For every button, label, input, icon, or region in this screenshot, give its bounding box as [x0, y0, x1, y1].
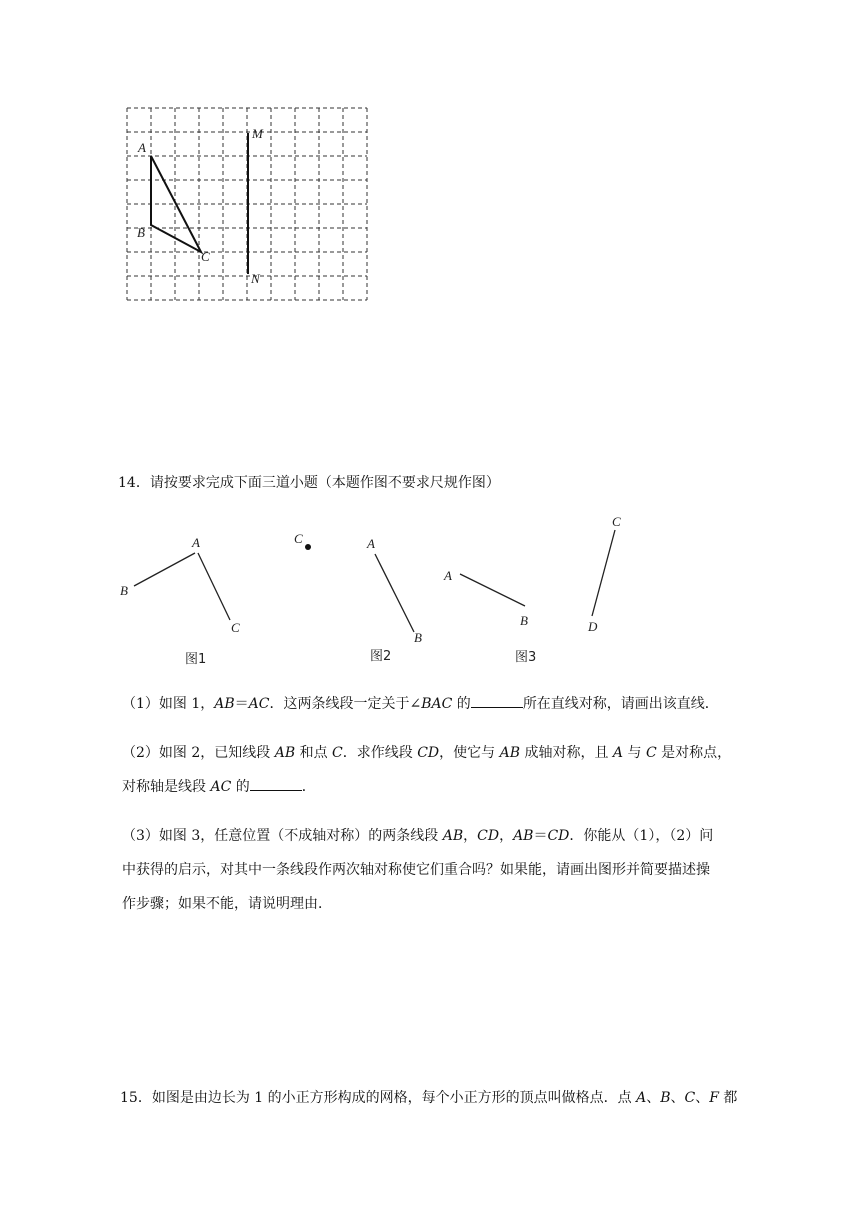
var-cd: CD: [547, 828, 570, 844]
label-b: B: [137, 225, 145, 240]
separator: 、: [670, 1090, 685, 1106]
fig1-segment-ac: [198, 553, 230, 620]
fig1-label-a: A: [192, 535, 200, 550]
fig1-segment-ab: [134, 553, 195, 586]
q14-part2-text: 与: [623, 745, 646, 761]
q14-part1-text: 所在直线对称，请画出该直线．: [522, 696, 719, 712]
q14-part3-text: ．你能从（1），（2）问: [569, 828, 714, 844]
var-ab: AB: [214, 696, 235, 712]
q15-line1: [120, 1087, 737, 1107]
fig1-label-b: B: [120, 583, 128, 598]
var-ab: AB: [442, 828, 464, 844]
answer-blank-1[interactable]: [471, 695, 523, 708]
q14-part3-text: （3）如图 3，任意位置（不成轴对称）的两条线段: [122, 828, 443, 844]
var-c: C: [684, 1090, 696, 1106]
q15-text: 如图是由边长为 1 的小正方形构成的网格，每个小正方形的顶点叫做格点．点: [151, 1090, 637, 1106]
var-ac: AC: [248, 696, 270, 712]
q15-number: 15．: [120, 1090, 152, 1106]
fig3-segment-ab: [460, 574, 525, 606]
fig2-label-c: C: [294, 531, 303, 546]
fig3-label-b: B: [520, 613, 528, 628]
fig2-segment-ab: [375, 554, 414, 632]
fig2-caption: 图2: [370, 649, 392, 664]
q14-part2-text: ．求作线段: [342, 745, 418, 761]
comma: ，: [463, 828, 478, 844]
separator: 、: [695, 1090, 710, 1106]
q14-part2-text: ．: [301, 779, 316, 795]
fig3-caption: 图3: [515, 650, 537, 665]
figure-2: [294, 531, 422, 664]
var-cd: CD: [477, 828, 500, 844]
q14-part2-text: 和点: [295, 745, 333, 761]
q14-figures: [110, 508, 650, 668]
q14-part2-text: 对称轴是线段: [122, 779, 211, 795]
q14-part2-text: （2）如图 2，已知线段: [122, 745, 275, 761]
grid-figure: [120, 100, 380, 310]
q14-part1-text: 的: [452, 696, 471, 712]
equals-sign: ＝: [533, 828, 548, 844]
var-bac: BAC: [421, 696, 453, 712]
fig1-caption: 图1: [185, 652, 207, 667]
label-m: M: [252, 126, 263, 141]
var-c: C: [645, 745, 657, 761]
label-c: C: [201, 249, 210, 264]
q14-number: 14．: [118, 475, 150, 491]
figure-3: [443, 514, 621, 665]
var-ab: AB: [513, 828, 534, 844]
q14-part2-text: 的: [231, 779, 250, 795]
q14-part1: [122, 693, 719, 713]
fig1-label-c: C: [231, 620, 240, 635]
fig3-segment-cd: [592, 530, 615, 616]
q14-part2-line1: [122, 742, 731, 762]
fig2-point-c: [305, 544, 311, 550]
label-a: A: [138, 140, 146, 155]
fig3-label-d: D: [588, 619, 598, 634]
q14-part3-line3: 作步骤；如果不能，请说明理由．: [122, 896, 332, 912]
q14-part2-text: 是对称点，: [656, 745, 732, 761]
q15-text: 都: [718, 1090, 738, 1106]
answer-blank-2[interactable]: [250, 778, 302, 791]
comma: ，: [499, 828, 514, 844]
q14-part2-line2: [122, 776, 316, 796]
var-ab: AB: [274, 745, 296, 761]
var-a: A: [636, 1090, 647, 1106]
var-a: A: [612, 745, 624, 761]
fig2-label-a: A: [367, 536, 375, 551]
var-ab: AB: [499, 745, 520, 761]
q14-part3-line1: [122, 825, 713, 845]
separator: 、: [646, 1090, 661, 1106]
fig3-label-a: A: [444, 568, 452, 583]
var-b: B: [660, 1090, 671, 1106]
var-c: C: [332, 745, 343, 761]
q14-part1-text: （1）如图 1，: [122, 696, 215, 712]
equals-sign: ＝: [234, 696, 249, 712]
q14-stem: [118, 472, 500, 492]
var-cd: CD: [417, 745, 440, 761]
fig3-label-c: C: [612, 514, 621, 529]
label-n: N: [251, 271, 260, 286]
fig2-label-b: B: [414, 630, 422, 645]
figure-1: [120, 535, 240, 667]
var-ac: AC: [210, 779, 232, 795]
q14-part3-line2: 中获得的启示，对其中一条线段作两次轴对称使它们重合吗？如果能，请画出图形并简要描述操: [122, 862, 710, 878]
q14-part2-text: ，使它与: [439, 745, 500, 761]
q14-text: 请按要求完成下面三道小题（本题作图不要求尺规作图）: [149, 475, 500, 491]
q14-part2-text: 成轴对称，且: [520, 745, 613, 761]
q14-part1-text: ．这两条线段一定关于∠: [269, 696, 422, 712]
var-f: F: [709, 1090, 719, 1106]
